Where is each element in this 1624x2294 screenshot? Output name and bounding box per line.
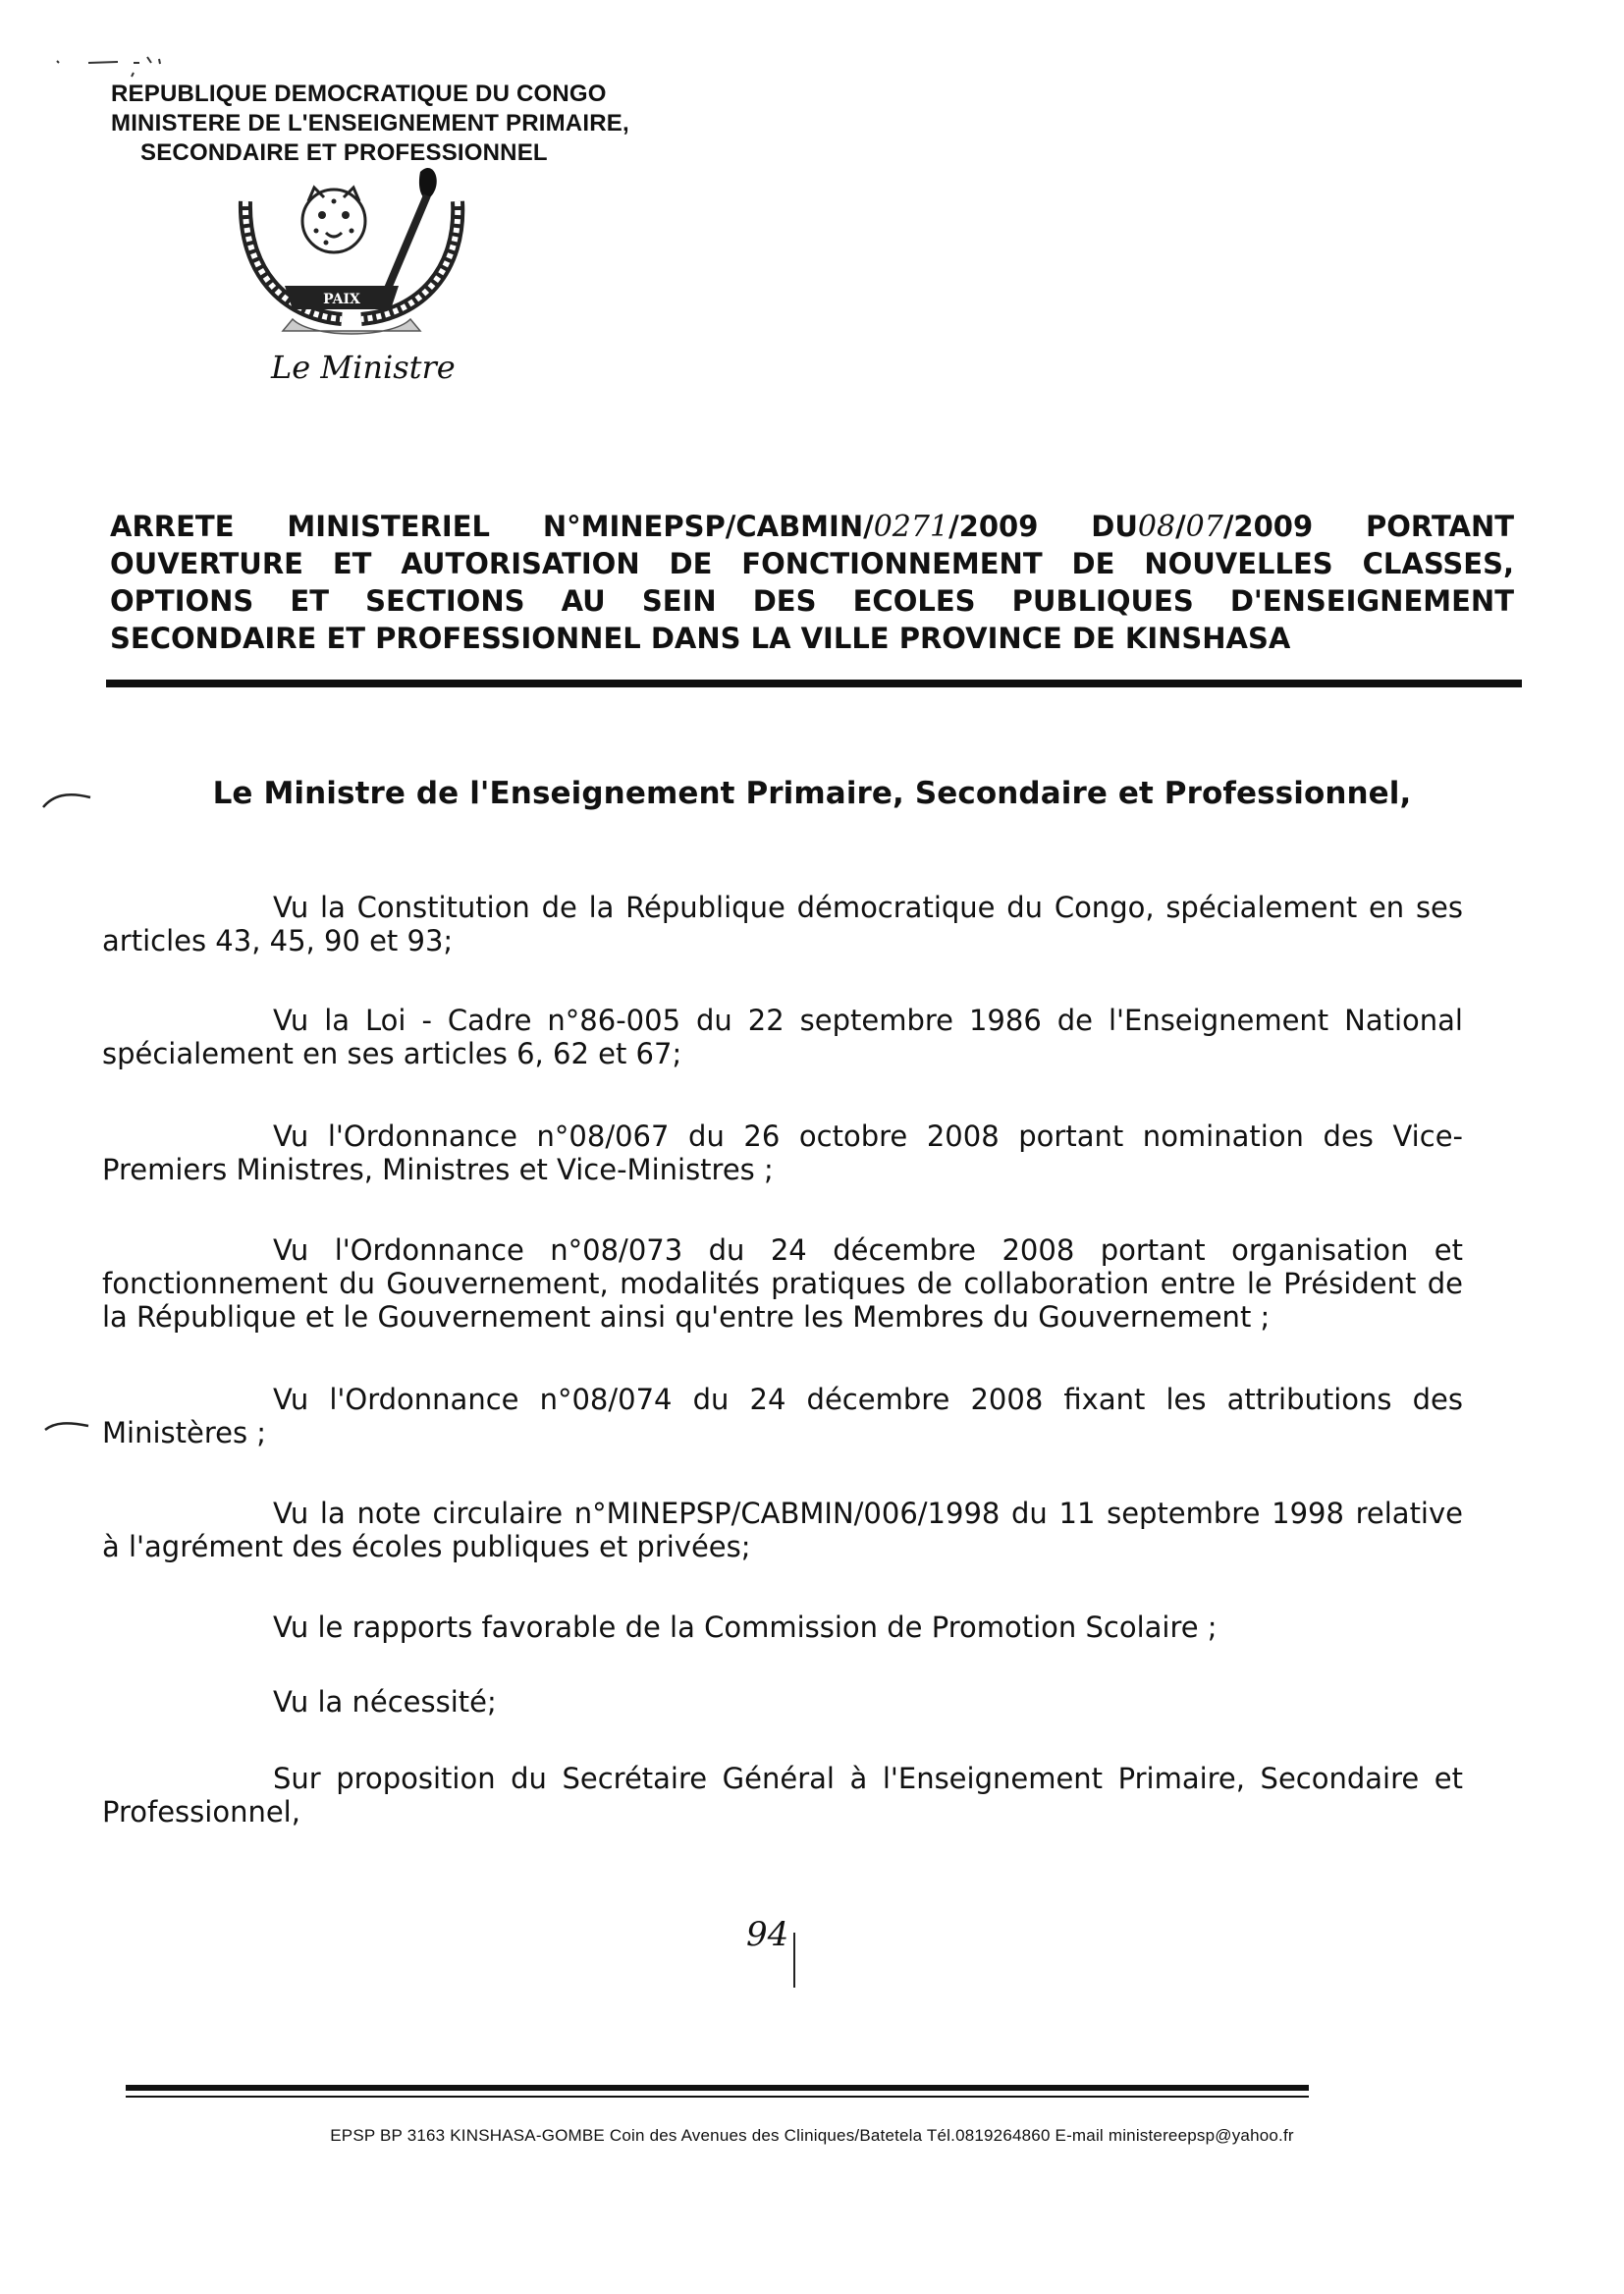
decree-number-handwritten: 0271	[873, 510, 949, 544]
decree-month-handwritten: 07	[1185, 510, 1223, 544]
paragraph-necessite: Vu la nécessité;	[273, 1685, 497, 1719]
footer-rule-thick	[126, 2085, 1309, 2091]
paragraph-constitution: Vu la Constitution de la République démocratique du Congo, spécialement en ses articles 43, 45, 90 et 93;	[102, 891, 1463, 957]
initials-stroke	[793, 1933, 795, 1988]
minister-heading: Le Ministre de l'Enseignement Primaire, Secondaire et Professionnel,	[212, 776, 1412, 811]
title-rule	[106, 680, 1522, 687]
paragraph-loi-cadre: Vu la Loi - Cadre n°86-005 du 22 septembre 1986 de l'Enseignement National spécialement en ses articles 6, 62 et 67;	[102, 1004, 1463, 1070]
signature-title: Le Ministre	[271, 349, 456, 386]
paragraph-ordonnance-074: Vu l'Ordonnance n°08/074 du 24 décembre 2008 fixant les attributions des Ministères ;	[102, 1383, 1463, 1449]
decree-title-line-1: ARRETE MINISTERIEL N°MINEPSP/CABMIN/0271/2009 DU08/07/2009 PORTANT	[110, 510, 1514, 544]
coat-of-arms-leopard-icon	[224, 162, 479, 354]
paragraph-ordonnance-067: Vu l'Ordonnance n°08/067 du 26 octobre 2008 portant nomination des Vice-Premiers Ministres, Ministres et Vice-Ministres ;	[102, 1120, 1463, 1186]
paragraph-proposition: Sur proposition du Secrétaire Général à l'Enseignement Primaire, Secondaire et Professionnel,	[102, 1762, 1463, 1829]
footer-contact: EPSP BP 3163 KINSHASA-GOMBE Coin des Avenues des Cliniques/Batetela Tél.0819264860 E-mail ministereepsp@yahoo.fr	[330, 2126, 1294, 2145]
scan-mark-left-2	[39, 1414, 98, 1444]
header-ministry: MINISTERE DE L'ENSEIGNEMENT PRIMAIRE,	[111, 110, 629, 137]
paragraph-ordonnance-073: Vu l'Ordonnance n°08/073 du 24 décembre 2008 portant organisation et fonctionnement du Gouvernement, modalités pratiques de collaboration entre le Président de la République et le Gouvernement ainsi qu'entre les Membres du Gouvernement ;	[102, 1233, 1463, 1334]
paragraph-rapports: Vu le rapports favorable de la Commission de Promotion Scolaire ;	[273, 1611, 1218, 1644]
decree-title-line-4: SECONDAIRE ET PROFESSIONNEL DANS LA VILLE PROVINCE DE KINSHASA	[110, 622, 1291, 655]
decree-title-line-3: OPTIONS ET SECTIONS AU SEIN DES ECOLES PUBLIQUES D'ENSEIGNEMENT	[110, 584, 1514, 618]
header-ministry-cont: SECONDAIRE ET PROFESSIONNEL	[140, 139, 548, 166]
decree-day-handwritten: 08	[1137, 510, 1176, 544]
footer-rule-thin	[126, 2096, 1309, 2098]
paragraph-note-circulaire: Vu la note circulaire n°MINEPSP/CABMIN/006/1998 du 11 septembre 1998 relative à l'agrément des écoles publiques et privées;	[102, 1497, 1463, 1563]
header-republic: REPUBLIQUE DEMOCRATIQUE DU CONGO	[111, 81, 607, 107]
svg-text:PAIX: PAIX	[323, 292, 360, 307]
decree-title-line-2: OUVERTURE ET AUTORISATION DE FONCTIONNEMENT DE NOUVELLES CLASSES,	[110, 547, 1514, 580]
handwritten-initials: 94	[746, 1915, 789, 1954]
